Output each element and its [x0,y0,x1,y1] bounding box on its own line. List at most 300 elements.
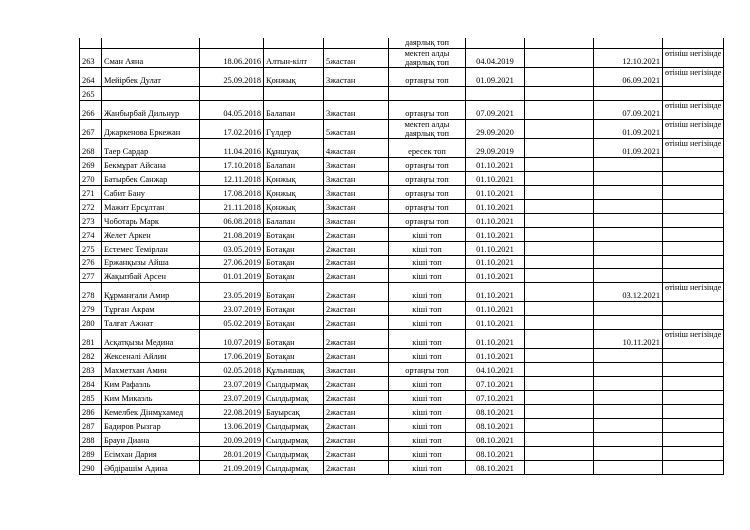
child-name: Естемес Темірлан [102,241,200,255]
row-number: 264 [80,68,102,87]
table-row [80,49,724,68]
group-name [264,87,324,101]
group-type: кіші топ [389,432,466,446]
group-type: мектеп алды даярлық топ [389,119,466,138]
age-category: 2жастан [324,405,389,419]
empty-cell [525,171,594,185]
empty-cell [525,87,594,101]
leave-date [594,302,663,316]
table-row [80,185,724,199]
table-row [80,460,724,474]
leave-date: 10.11.2021 [594,330,663,349]
empty-cell [525,227,594,241]
row-number: 268 [80,138,102,157]
empty-cell [525,302,594,316]
empty-cell [525,119,594,138]
child-name [102,87,200,101]
admission-date: 08.10.2021 [466,405,525,419]
age-category: 2жастан [324,377,389,391]
empty-cell [525,446,594,460]
group-name: Қонжық [264,185,324,199]
admission-date: 07.10.2021 [466,391,525,405]
note [663,446,724,460]
age-category [324,38,389,49]
row-number: 282 [80,349,102,363]
birth-date: 02.05.2018 [200,363,264,377]
birth-date [200,87,264,101]
note: өтініш негізінде [663,68,724,87]
note: өтініш негізінде [663,283,724,302]
group-type: мектеп алды даярлық топ [389,49,466,68]
table-row [80,213,724,227]
row-number: 265 [80,87,102,101]
leave-date [594,349,663,363]
age-category: 2жастан [324,283,389,302]
row-number: 274 [80,227,102,241]
birth-date: 01.01.2019 [200,269,264,283]
group-name: Ботақан [264,255,324,269]
age-category: 3жастан [324,213,389,227]
admission-date: 08.10.2021 [466,432,525,446]
group-name: Ботақан [264,227,324,241]
empty-cell [525,283,594,302]
group-type: кіші топ [389,460,466,474]
age-category [324,87,389,101]
group-type: ортаңғы топ [389,213,466,227]
age-category: 2жастан [324,349,389,363]
age-category: 2жастан [324,330,389,349]
age-category: 3жастан [324,68,389,87]
row-number: 271 [80,185,102,199]
group-type: кіші топ [389,269,466,283]
admission-date: 01.10.2021 [466,241,525,255]
birth-date: 17.06.2019 [200,349,264,363]
child-name: Ержанқызы Айша [102,255,200,269]
table-row [80,363,724,377]
note [663,391,724,405]
admission-date: 04.04.2019 [466,49,525,68]
table-row [80,138,724,157]
leave-date [594,269,663,283]
group-type: даярлық топ [389,38,466,49]
group-name: Сылдырмақ [264,418,324,432]
empty-cell [525,185,594,199]
child-name: Бекмұрат Айсана [102,157,200,171]
admission-date: 29.09.2019 [466,138,525,157]
table-row [80,302,724,316]
table-row [80,38,724,49]
group-type: ортаңғы топ [389,157,466,171]
birth-date: 18.06.2016 [200,49,264,68]
admission-date: 01.10.2021 [466,255,525,269]
row-number: 280 [80,316,102,330]
age-category: 5жастан [324,119,389,138]
group-name: Балапан [264,157,324,171]
age-category: 2жастан [324,227,389,241]
table-row [80,87,724,101]
table-row [80,241,724,255]
row-number: 277 [80,269,102,283]
empty-cell [525,241,594,255]
note [663,302,724,316]
leave-date [594,171,663,185]
birth-date [200,38,264,49]
group-type: кіші топ [389,283,466,302]
table-row [80,157,724,171]
group-type: ортаңғы топ [389,171,466,185]
leave-date [594,38,663,49]
child-name: Есімхан Дария [102,446,200,460]
note: өтініш негізінде [663,330,724,349]
admission-date: 01.10.2021 [466,269,525,283]
group-name: Ботақан [264,330,324,349]
age-category: 2жастан [324,316,389,330]
admission-date: 01.10.2021 [466,213,525,227]
leave-date [594,363,663,377]
row-number: 285 [80,391,102,405]
table-row [80,68,724,87]
empty-cell [525,391,594,405]
note: өтініш негізінде [663,119,724,138]
note: өтініш негізінде [663,100,724,119]
empty-cell [525,38,594,49]
note: өтініш негізінде [663,138,724,157]
table-row [80,171,724,185]
empty-cell [525,68,594,87]
admission-date: 01.10.2021 [466,227,525,241]
admission-date: 07.10.2021 [466,377,525,391]
birth-date: 05.02.2019 [200,316,264,330]
row-number: 269 [80,157,102,171]
leave-date [594,446,663,460]
row-number: 263 [80,49,102,68]
age-category: 2жастан [324,460,389,474]
admission-date: 29.09.2020 [466,119,525,138]
group-name: Бауырсақ [264,405,324,419]
row-number: 275 [80,241,102,255]
group-type: кіші топ [389,330,466,349]
leave-date [594,255,663,269]
group-name: Қонжық [264,171,324,185]
note [663,241,724,255]
row-number: 290 [80,460,102,474]
age-category: 2жастан [324,391,389,405]
child-name: Батырбек Санжар [102,171,200,185]
admission-date: 01.10.2021 [466,185,525,199]
group-type: кіші топ [389,391,466,405]
birth-date: 06.08.2018 [200,213,264,227]
group-type: кіші топ [389,377,466,391]
age-category: 2жастан [324,302,389,316]
age-category: 3жастан [324,199,389,213]
note: өтініш негізінде [663,49,724,68]
admission-date: 01.10.2021 [466,330,525,349]
row-number: 288 [80,432,102,446]
leave-date [594,87,663,101]
leave-date: 07.09.2021 [594,100,663,119]
row-number: 279 [80,302,102,316]
age-category: 3жастан [324,171,389,185]
child-name: Жанбырбай Дильнур [102,100,200,119]
child-name: Чоботарь Марк [102,213,200,227]
admission-date [466,38,525,49]
row-number: 289 [80,446,102,460]
group-name: Ботақан [264,269,324,283]
child-name: Сабит Бану [102,185,200,199]
birth-date: 12.11.2018 [200,171,264,185]
table-row [80,269,724,283]
empty-cell [525,316,594,330]
child-name: Талғат Ажнат [102,316,200,330]
group-name: Ботақан [264,349,324,363]
table-row [80,227,724,241]
admission-date: 01.09.2021 [466,68,525,87]
table-row [80,283,724,302]
birth-date: 21.09.2019 [200,460,264,474]
group-name: Ботақан [264,316,324,330]
birth-date: 03.05.2019 [200,241,264,255]
birth-date: 11.04.2016 [200,138,264,157]
birth-date: 23.07.2019 [200,391,264,405]
age-category: 4жастан [324,138,389,157]
age-category: 2жастан [324,418,389,432]
row-number: 283 [80,363,102,377]
group-type [389,87,466,101]
admission-date: 01.10.2021 [466,349,525,363]
age-category: 3жастан [324,363,389,377]
table-row [80,100,724,119]
group-type: ортаңғы топ [389,68,466,87]
child-name: Махметхан Амин [102,363,200,377]
table-row [80,418,724,432]
leave-date: 06.09.2021 [594,68,663,87]
note [663,38,724,49]
group-type: кіші топ [389,255,466,269]
table-row [80,377,724,391]
empty-cell [525,377,594,391]
birth-date: 17.10.2018 [200,157,264,171]
row-number: 270 [80,171,102,185]
table-row [80,432,724,446]
note [663,227,724,241]
leave-date: 12.10.2021 [594,49,663,68]
leave-date [594,405,663,419]
group-name: Қонжық [264,199,324,213]
child-name: Джаркенова Еркежан [102,119,200,138]
child-name: Жексенәлі Айлин [102,349,200,363]
note [663,349,724,363]
child-name [102,38,200,49]
admission-date: 01.10.2021 [466,302,525,316]
table-row [80,391,724,405]
group-name: Сылдырмақ [264,460,324,474]
empty-cell [525,432,594,446]
admission-date: 07.09.2021 [466,100,525,119]
row-number: 287 [80,418,102,432]
group-type: ересек топ [389,138,466,157]
birth-date: 23.07.2019 [200,302,264,316]
empty-cell [525,100,594,119]
birth-date: 10.07.2019 [200,330,264,349]
group-name: Ботақан [264,283,324,302]
group-type: кіші топ [389,302,466,316]
group-name: Ботақан [264,241,324,255]
note [663,316,724,330]
birth-date: 17.08.2018 [200,185,264,199]
row-number: 286 [80,405,102,419]
table-row [80,446,724,460]
group-name: Алтын-кілт [264,49,324,68]
note [663,377,724,391]
group-type: ортаңғы топ [389,363,466,377]
leave-date [594,432,663,446]
age-category: 3жастан [324,157,389,171]
child-name: Әбдірашім Адина [102,460,200,474]
table-row [80,199,724,213]
note [663,269,724,283]
empty-cell [525,460,594,474]
note [663,460,724,474]
admission-date: 01.10.2021 [466,283,525,302]
child-name: Браун Диана [102,432,200,446]
empty-cell [525,138,594,157]
empty-cell [525,269,594,283]
leave-date: 01.09.2021 [594,119,663,138]
leave-date [594,185,663,199]
child-name: Құрманғали Амир [102,283,200,302]
birth-date: 21.11.2018 [200,199,264,213]
leave-date [594,157,663,171]
admission-date [466,87,525,101]
child-name: Мейірбек Дулат [102,68,200,87]
admission-date: 01.10.2021 [466,157,525,171]
group-name: Балапан [264,213,324,227]
child-name: Ким Микаэль [102,391,200,405]
table-row [80,349,724,363]
leave-date [594,213,663,227]
age-category: 3жастан [324,100,389,119]
child-name: Таер Сардар [102,138,200,157]
group-type: кіші топ [389,418,466,432]
age-category: 3жастан [324,185,389,199]
birth-date: 23.05.2019 [200,283,264,302]
age-category: 5жастан [324,49,389,68]
admission-date: 01.10.2021 [466,316,525,330]
note [663,171,724,185]
table-row [80,330,724,349]
group-name [264,38,324,49]
empty-cell [525,418,594,432]
birth-date: 28.01.2019 [200,446,264,460]
row-number [80,38,102,49]
note [663,255,724,269]
birth-date: 27.06.2019 [200,255,264,269]
empty-cell [525,405,594,419]
child-name: Тұрған Акрам [102,302,200,316]
child-name: Жақыпбай Арсен [102,269,200,283]
birth-date: 23.07.2019 [200,377,264,391]
group-name: Қонжық [264,68,324,87]
age-category: 2жастан [324,241,389,255]
row-number: 267 [80,119,102,138]
child-name: Асқатқызы Медина [102,330,200,349]
age-category: 2жастан [324,255,389,269]
admission-date: 04.10.2021 [466,363,525,377]
child-name: Кемелбек Дінмұхамед [102,405,200,419]
row-number: 266 [80,100,102,119]
leave-date: 03.12.2021 [594,283,663,302]
leave-date [594,377,663,391]
empty-cell [525,255,594,269]
children-register-table [79,38,724,475]
leave-date [594,391,663,405]
leave-date [594,199,663,213]
table-row [80,316,724,330]
table-row [80,405,724,419]
note [663,87,724,101]
note [663,185,724,199]
table-body [80,38,724,474]
note [663,363,724,377]
row-number: 273 [80,213,102,227]
group-name: Гүлдер [264,119,324,138]
admission-date: 01.10.2021 [466,199,525,213]
row-number: 272 [80,199,102,213]
row-number: 276 [80,255,102,269]
child-name: Бадиров Рызгар [102,418,200,432]
leave-date [594,460,663,474]
age-category: 2жастан [324,432,389,446]
group-type: кіші топ [389,227,466,241]
admission-date: 08.10.2021 [466,460,525,474]
empty-cell [525,213,594,227]
empty-cell [525,157,594,171]
group-type: ортаңғы топ [389,199,466,213]
leave-date [594,418,663,432]
empty-cell [525,49,594,68]
group-name: Сылдырмақ [264,432,324,446]
child-name: Мажит Ерсұлтан [102,199,200,213]
group-name: Құншуақ [264,138,324,157]
birth-date: 17.02.2016 [200,119,264,138]
child-name: Желет Аркен [102,227,200,241]
group-name: Құлыншақ [264,363,324,377]
child-name: Ким Рафаэль [102,377,200,391]
age-category: 2жастан [324,446,389,460]
admission-date: 08.10.2021 [466,418,525,432]
empty-cell [525,330,594,349]
leave-date: 01.09.2021 [594,138,663,157]
group-type: кіші топ [389,316,466,330]
birth-date: 22.08.2019 [200,405,264,419]
note [663,157,724,171]
row-number: 284 [80,377,102,391]
age-category: 2жастан [324,269,389,283]
group-name: Сылдырмақ [264,446,324,460]
group-type: кіші топ [389,241,466,255]
empty-cell [525,363,594,377]
note [663,418,724,432]
birth-date: 25.09.2018 [200,68,264,87]
group-type: кіші топ [389,349,466,363]
group-name: Сылдырмақ [264,391,324,405]
birth-date: 13.06.2019 [200,418,264,432]
note [663,199,724,213]
leave-date [594,316,663,330]
table-row [80,119,724,138]
row-number: 278 [80,283,102,302]
note [663,405,724,419]
